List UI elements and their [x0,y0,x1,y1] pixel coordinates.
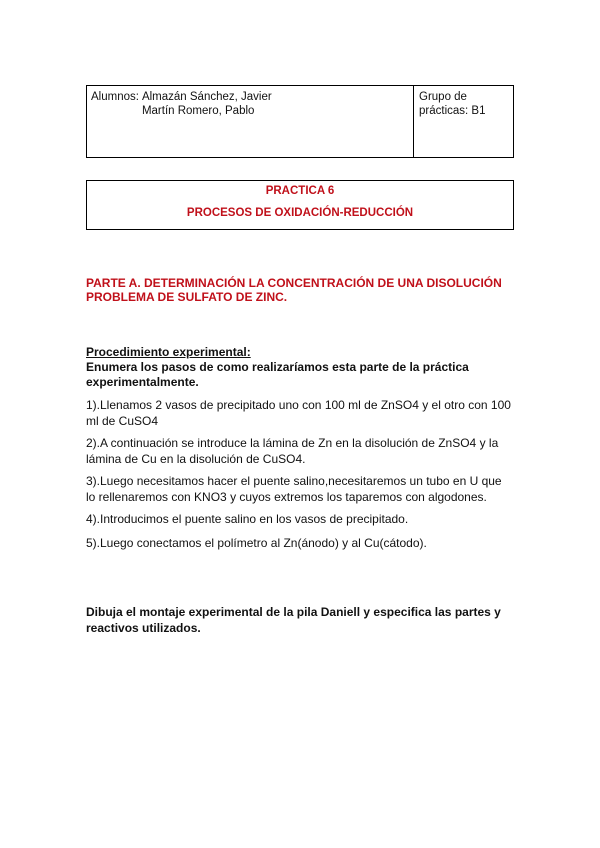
step-4 [86,511,516,527]
student-name: Martín Romero, Pablo [141,105,255,117]
step-3 [86,473,516,505]
header-table [86,85,514,158]
step-3-line-2: lo rellenaremos con KNO3 y cuyos extremos los taparemos con algodones. [86,490,487,504]
group-cell [419,90,509,118]
student-name: Almazán Sánchez, Javier [141,91,272,103]
step-2-line-1: 2).A continuación se introduce la lámina de Zn en la disolución de ZnSO4 y la [86,436,499,450]
step-2-line-2: lámina de Cu en la disolución de CuSO4. [86,452,306,466]
step-4-line-1: 4).Introducimos el puente salino en los vasos de precipitado. [86,512,409,526]
practice-number: PRACTICA 6 [265,185,335,197]
students-label: Alumnos: [91,91,139,103]
drawing-prompt [86,604,514,636]
step-1 [86,397,516,429]
students-cell [91,90,272,118]
cell-divider [413,86,414,157]
group-label-line: Grupo de [419,91,467,103]
step-5-line-1: 5).Luego conectamos el polímetro al Zn(ánodo) y al Cu(cátodo). [86,536,427,550]
step-1-line-1: 1).Llenamos 2 vasos de precipitado uno con 100 ml de ZnSO4 y el otro con 100 [86,398,511,412]
procedure-question [86,360,514,390]
question-text-1: Enumera los pasos de como realizaríamos esta parte de la práctica [86,360,469,374]
procedure-heading: Procedimiento experimental: [86,345,251,359]
step-5 [86,535,516,551]
part-a-heading [86,276,514,304]
part-a-line-2: PROBLEMA DE SULFATO DE ZINC. [86,290,288,304]
step-1-line-2: ml de CuSO4 [86,414,159,428]
practice-title-box [86,180,514,230]
part-a-line-1: PARTE A. DETERMINACIÓN LA CONCENTRACIÓN DE UNA DISOLUCIÓN [86,276,502,290]
question-line-1 [86,360,514,375]
practice-title: PROCESOS DE OXIDACIÓN-REDUCCIÓN [186,207,414,219]
students-names [142,90,272,118]
question-line-2: experimentalmente. [86,375,199,389]
step-2 [86,435,516,467]
step-3-line-1: 3).Luego necesitamos hacer el puente salino,necesitaremos un tubo en U que [86,474,502,488]
drawing-prompt-line-1: Dibuja el montaje experimental de la pila Daniell y especifica las partes y [86,605,501,619]
group-value-line: prácticas: B1 [419,105,486,117]
drawing-prompt-line-2: reactivos utilizados. [86,621,201,635]
